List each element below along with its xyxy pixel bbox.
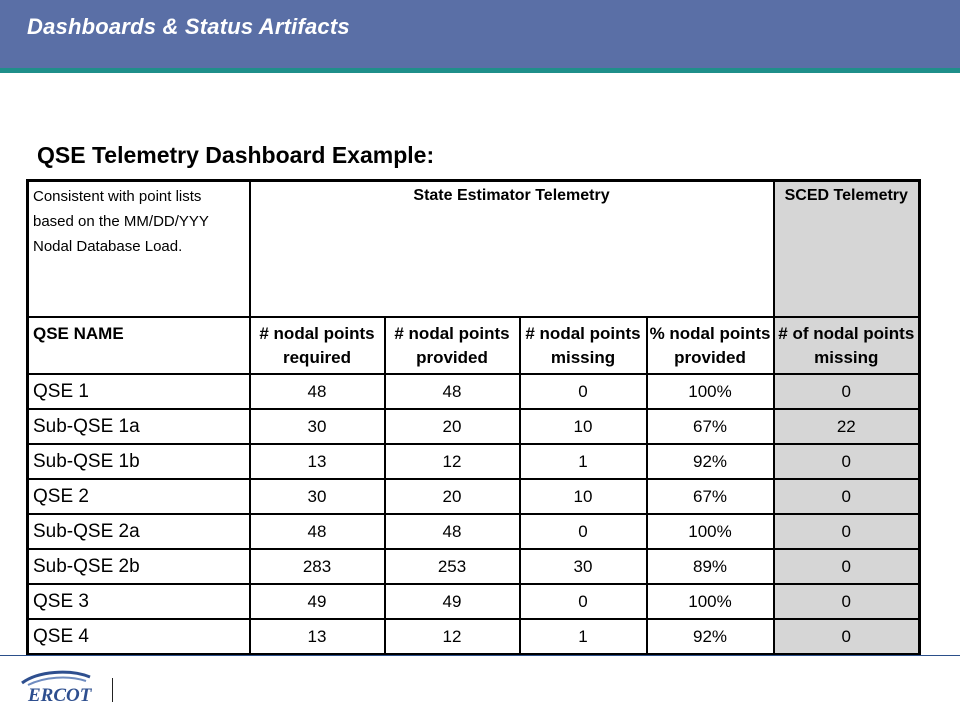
required-cell: 13 bbox=[250, 619, 385, 655]
pct-cell: 92% bbox=[647, 619, 774, 655]
sced-missing-cell: 0 bbox=[774, 514, 920, 549]
provided-cell: 20 bbox=[385, 409, 520, 444]
pct-cell: 67% bbox=[647, 479, 774, 514]
table-row bbox=[28, 409, 920, 444]
qse-name-cell: QSE 4 bbox=[28, 619, 250, 655]
required-cell: 48 bbox=[250, 514, 385, 549]
sced-telemetry-header: SCED Telemetry bbox=[774, 181, 920, 318]
qse-name-cell: Sub-QSE 1a bbox=[28, 409, 250, 444]
sced-missing-cell: 0 bbox=[774, 444, 920, 479]
qse-name-cell: Sub-QSE 2a bbox=[28, 514, 250, 549]
ercot-logo-icon bbox=[18, 669, 94, 705]
qse-name-cell: QSE 3 bbox=[28, 584, 250, 619]
missing-cell: 30 bbox=[520, 549, 647, 584]
required-cell: 48 bbox=[250, 374, 385, 409]
qse-name-cell: Sub-QSE 1b bbox=[28, 444, 250, 479]
col-header-qse-name: QSE NAME bbox=[28, 317, 250, 374]
required-cell: 13 bbox=[250, 444, 385, 479]
pct-cell: 89% bbox=[647, 549, 774, 584]
qse-name-cell: Sub-QSE 2b bbox=[28, 549, 250, 584]
sced-missing-cell: 0 bbox=[774, 374, 920, 409]
missing-cell: 0 bbox=[520, 584, 647, 619]
table-row bbox=[28, 584, 920, 619]
table-column-header-row bbox=[28, 317, 920, 374]
footer-rule bbox=[0, 655, 960, 656]
qse-name-cell: QSE 1 bbox=[28, 374, 250, 409]
provided-cell: 12 bbox=[385, 444, 520, 479]
col-header-sced-missing: # of nodal points missing bbox=[774, 317, 920, 374]
col-header-pct-provided: % nodal points provided bbox=[647, 317, 774, 374]
sced-missing-cell: 22 bbox=[774, 409, 920, 444]
provided-cell: 253 bbox=[385, 549, 520, 584]
provided-cell: 48 bbox=[385, 374, 520, 409]
missing-cell: 0 bbox=[520, 374, 647, 409]
col-header-required: # nodal points required bbox=[250, 317, 385, 374]
missing-cell: 10 bbox=[520, 479, 647, 514]
table-row bbox=[28, 479, 920, 514]
pct-cell: 100% bbox=[647, 584, 774, 619]
sced-missing-cell: 0 bbox=[774, 619, 920, 655]
table-row bbox=[28, 514, 920, 549]
col-header-provided: # nodal points provided bbox=[385, 317, 520, 374]
slide-header-title: Dashboards & Status Artifacts bbox=[27, 14, 350, 39]
table-row bbox=[28, 549, 920, 584]
required-cell: 30 bbox=[250, 479, 385, 514]
table-row bbox=[28, 444, 920, 479]
sced-missing-cell: 0 bbox=[774, 549, 920, 584]
header-teal-rule bbox=[0, 68, 960, 73]
required-cell: 30 bbox=[250, 409, 385, 444]
slide-subtitle: QSE Telemetry Dashboard Example: bbox=[37, 142, 435, 168]
sced-missing-cell: 0 bbox=[774, 584, 920, 619]
missing-cell: 1 bbox=[520, 444, 647, 479]
provided-cell: 49 bbox=[385, 584, 520, 619]
required-cell: 49 bbox=[250, 584, 385, 619]
provided-cell: 12 bbox=[385, 619, 520, 655]
table-group-header-row bbox=[28, 181, 920, 318]
provided-cell: 48 bbox=[385, 514, 520, 549]
missing-cell: 10 bbox=[520, 409, 647, 444]
table-note: Consistent with point lists based on the MM/DD/YYY Nodal Database Load. bbox=[28, 181, 250, 318]
provided-cell: 20 bbox=[385, 479, 520, 514]
qse-name-cell: QSE 2 bbox=[28, 479, 250, 514]
pct-cell: 100% bbox=[647, 374, 774, 409]
required-cell: 283 bbox=[250, 549, 385, 584]
pct-cell: 67% bbox=[647, 409, 774, 444]
svg-text:ERCOT: ERCOT bbox=[28, 685, 92, 705]
header-band bbox=[0, 0, 960, 68]
pct-cell: 100% bbox=[647, 514, 774, 549]
missing-cell: 1 bbox=[520, 619, 647, 655]
missing-cell: 0 bbox=[520, 514, 647, 549]
pct-cell: 92% bbox=[647, 444, 774, 479]
table-row bbox=[28, 619, 920, 655]
col-header-missing: # nodal points missing bbox=[520, 317, 647, 374]
state-estimator-header: State Estimator Telemetry bbox=[250, 181, 774, 318]
table-row bbox=[28, 374, 920, 409]
sced-missing-cell: 0 bbox=[774, 479, 920, 514]
footer-divider bbox=[112, 678, 113, 702]
qse-telemetry-table bbox=[26, 179, 921, 656]
